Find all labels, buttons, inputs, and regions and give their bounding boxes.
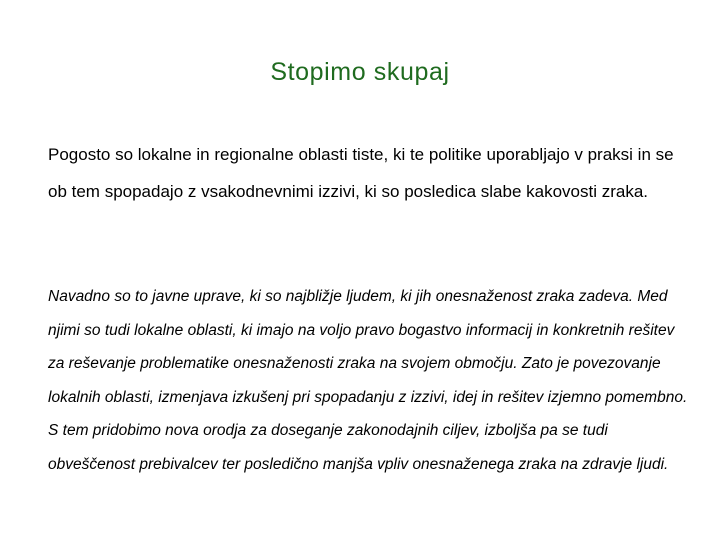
intro-paragraph: Pogosto so lokalne in regionalne oblasti tiste, ki te politike uporabljajo v praksi in se ob tem spopadajo z vsakodnevnimi izzivi, ki so posledica slabe kakovosti zraka. (48, 145, 674, 201)
detail-paragraph: Navadno so to javne uprave, ki so najbližje ljudem, ki jih onesnaženost zraka zadeva. Med njimi so tudi lokalne oblasti, ki imajo na voljo pravo bogastvo informacij in konkretnih rešitev za reševanje problematike onesnaženosti zraka na svojem območju. Zato je povezovanje lokalnih oblasti, izmenjava izkušenj pri spopadanju z izzivi, idej in rešitev izjemno pomembno. S tem pridobimo nova orodja za doseganje zakonodajnih ciljev, izboljša pa se tudi obveščenost prebivalcev ter posledično manjša vpliv onesnaženega zraka na zdravje ljudi. (48, 288, 688, 473)
slide-title: Stopimo skupaj (270, 58, 450, 86)
